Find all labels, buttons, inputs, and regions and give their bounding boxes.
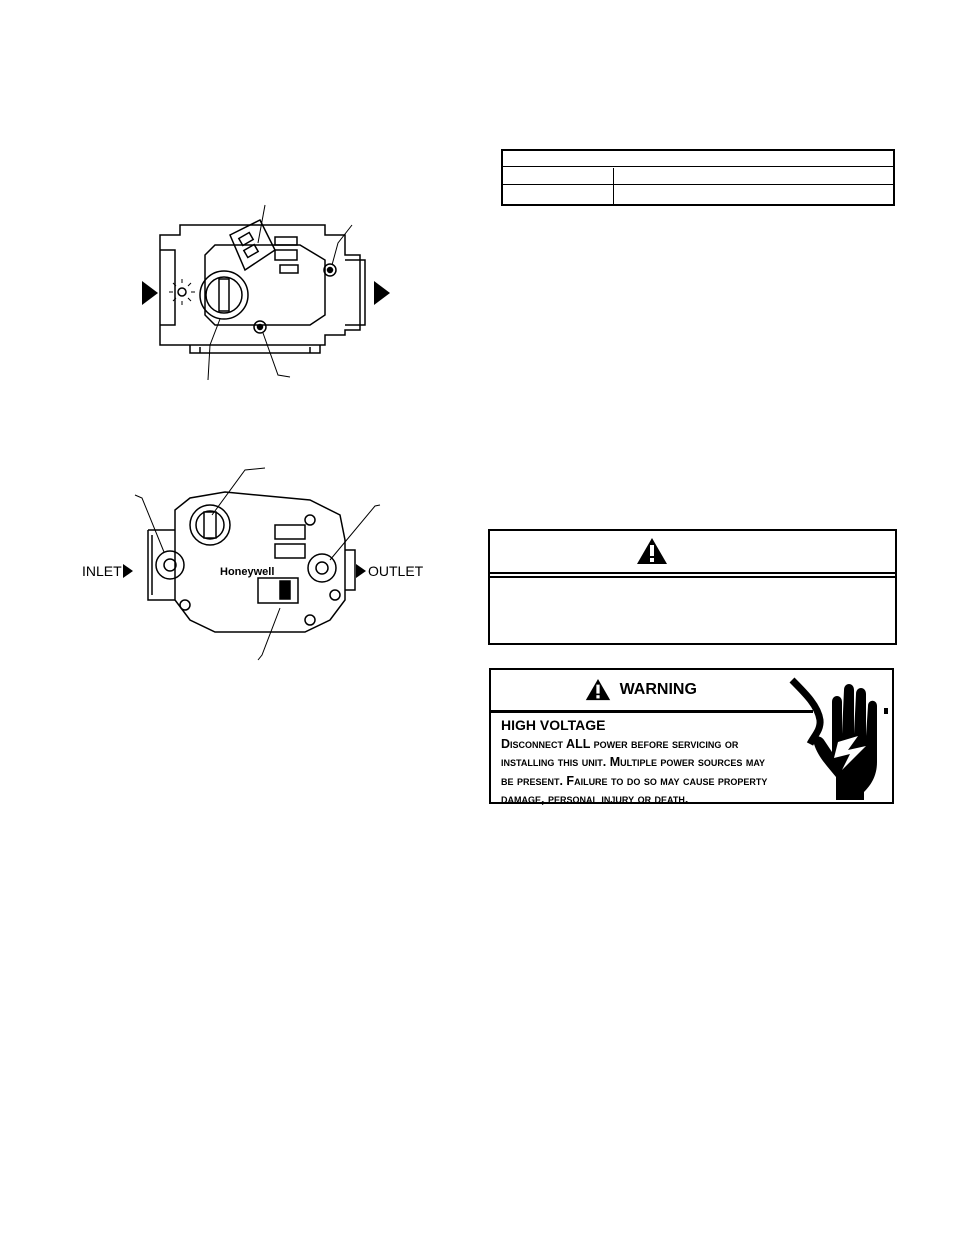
alert-triangle-icon <box>585 678 611 701</box>
warning-heading: HIGH VOLTAGE <box>501 717 606 733</box>
alert-triangle-icon <box>636 537 668 565</box>
outlet-label: OUTLET <box>368 563 424 579</box>
gas-valve-diagram-bottom <box>130 460 395 665</box>
caution-box <box>488 529 897 645</box>
warning-line: Disconnect ALL power before servicing or <box>501 736 739 751</box>
table-row <box>503 185 893 204</box>
inlet-label: INLET <box>82 563 122 579</box>
caution-divider <box>490 576 895 578</box>
outlet-arrow-icon <box>356 564 366 578</box>
table-row <box>503 167 893 185</box>
electric-shock-hand-icon <box>788 672 892 802</box>
caution-header <box>490 531 895 574</box>
inlet-arrow-icon <box>123 564 133 578</box>
spec-table <box>501 149 895 206</box>
brand-label: Honeywell <box>220 566 275 578</box>
warning-line: damage, personal injury or death. <box>501 792 689 806</box>
warning-line: be present. Failure to do so may cause property <box>501 773 768 788</box>
warning-line: installing this unit. Multiple power sources may <box>501 755 766 769</box>
gas-valve-diagram-top <box>120 195 410 385</box>
table-divider <box>613 168 614 204</box>
high-voltage-warning-label <box>489 668 894 804</box>
warning-divider <box>491 710 813 713</box>
table-header-row <box>503 151 893 167</box>
warning-title: WARNING <box>491 678 791 701</box>
